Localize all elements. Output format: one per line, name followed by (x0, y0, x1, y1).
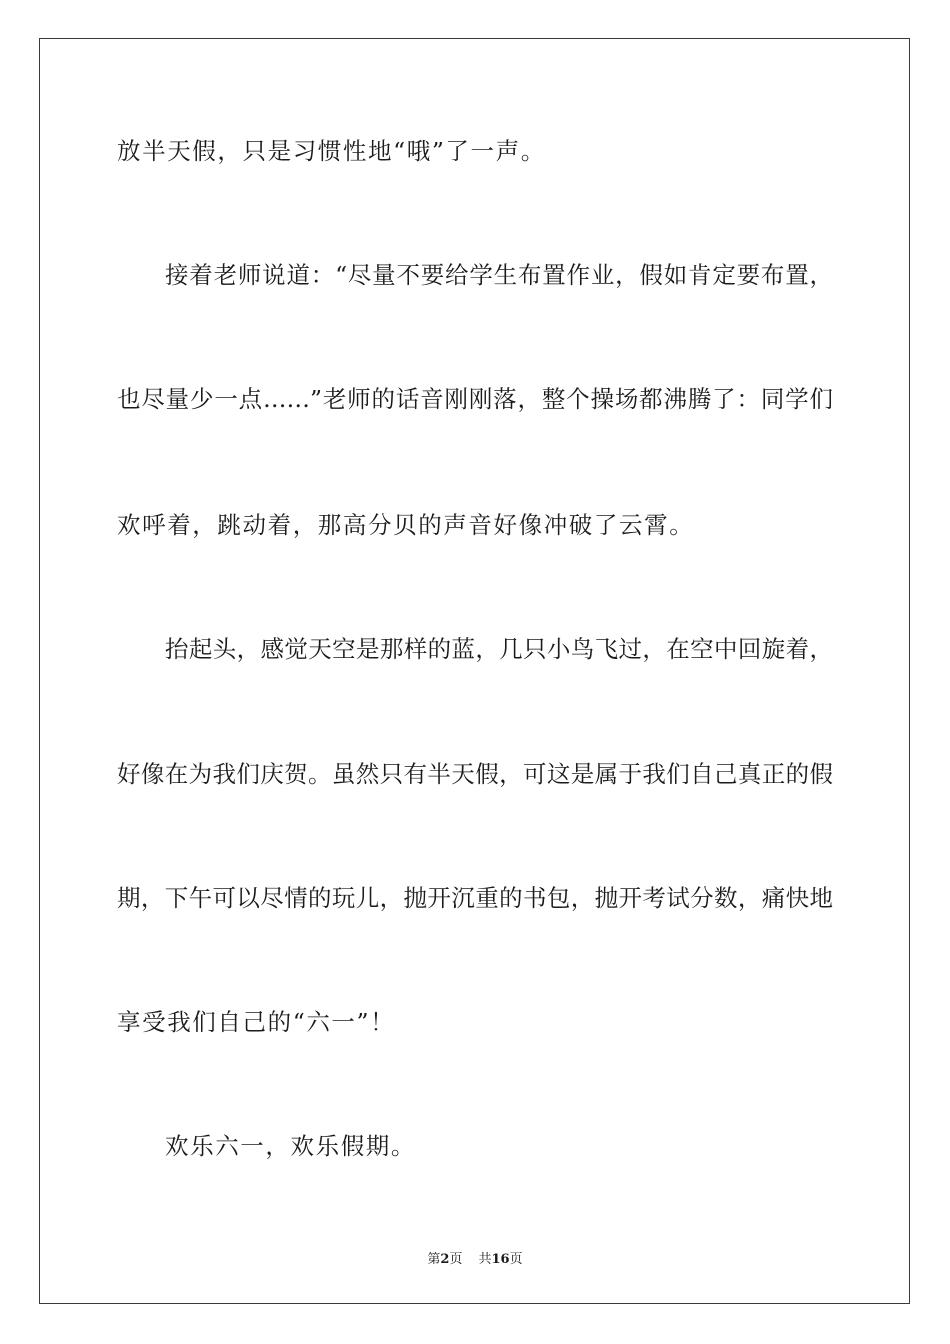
page-number: 2 (440, 1252, 450, 1267)
total-pages: 16 (491, 1252, 510, 1267)
total-label-suffix: 页 (509, 1252, 523, 1267)
page-label-prefix: 第 (427, 1252, 441, 1267)
paragraph-line-8: 享受我们自己的“六一”！ (117, 1008, 396, 1036)
paragraph-line-6: 好像在为我们庆贺。虽然只有半天假，可这是属于我们自己真正的假 (117, 760, 833, 788)
paragraph-line-4: 欢呼着，跳动着，那高分贝的声音好像冲破了云霄。 (117, 511, 695, 539)
total-label-prefix: 共 (478, 1252, 492, 1267)
paragraph-line-5: 抬起头，感觉天空是那样的蓝，几只小鸟飞过，在空中回旋着， (165, 635, 833, 663)
paragraph-line-3: 也尽量少一点……”老师的话音刚刚落，整个操场都沸腾了：同学们 (117, 385, 833, 413)
paragraph-line-7: 期，下午可以尽情的玩儿，抛开沉重的书包，抛开考试分数，痛快地 (117, 884, 833, 912)
page-border (39, 38, 910, 1304)
page-footer (0, 1248, 950, 1267)
paragraph-line-1: 放半天假，只是习惯性地“哦”了一声。 (117, 137, 546, 165)
page-label-suffix: 页 (449, 1252, 463, 1267)
paragraph-line-9: 欢乐六一，欢乐假期。 (165, 1132, 416, 1160)
paragraph-line-2: 接着老师说道：“尽量不要给学生布置作业，假如肯定要布置， (165, 261, 833, 289)
